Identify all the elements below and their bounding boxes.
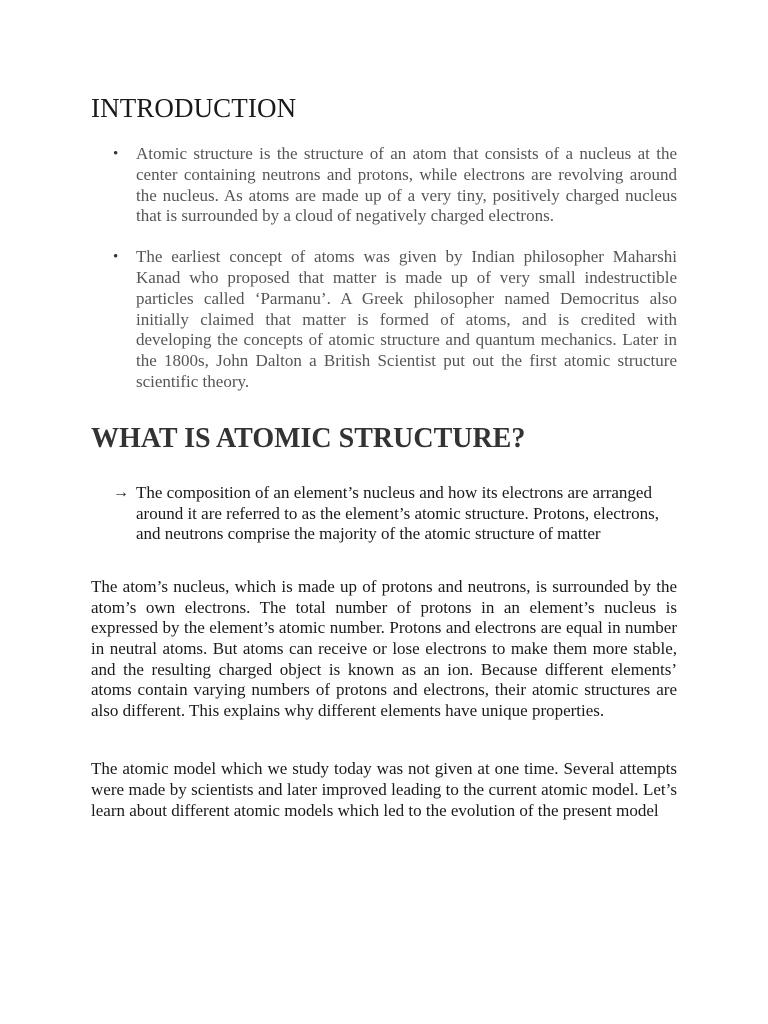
body-paragraph: The atom’s nucleus, which is made up of protons and neutrons, is surrounded by the atom’s own electrons. The total number of protons in an element’s nucleus is expressed by the element’s atomic number. Protons and electrons are equal in number in neutral atoms. But atoms can receive or lose electrons to make them more stable, and the resulting charged object is known as an ion. Because different elements’ atoms contain varying numbers of protons and electrons, their atomic structures are also different. This explains why different elements have unique properties.	[91, 577, 677, 720]
arrow-point	[91, 483, 677, 545]
right-arrow-icon: →	[113, 483, 129, 501]
arrow-point-text: The composition of an element’s nucleus and how its electrons are arranged around it are referred to as the element’s atomic structure. Protons, electrons, and neutrons comprise the majority of the atomic structure of matter	[136, 482, 660, 544]
bullet-dot-icon: •	[113, 249, 119, 266]
bullet-item	[91, 247, 677, 393]
bullet-text: The earliest concept of atoms was given by Indian philosopher Maharshi Kanad who proposed that matter is made up of very small indestructible particles called ‘Parmanu’. A Greek philosopher named Democritus also initially claimed that matter is formed of atoms, and is credited with developing the concepts of atomic structure and quantum mechanics. Later in the 1800s, John Dalton a British Scientist put out the first atomic structure scientific theory.	[136, 247, 677, 391]
bullet-dot-icon: •	[113, 146, 119, 162]
introduction-bullet-list	[91, 144, 677, 393]
body-paragraph: The atomic model which we study today was not given at one time. Several attempts were made by scientists and later improved leading to the current atomic model. Let’s learn about different atomic models which led to the evolution of the present model	[91, 759, 677, 820]
atomic-structure-heading: WHAT IS ATOMIC STRUCTURE?	[91, 422, 526, 454]
bullet-text: Atomic structure is the structure of an atom that consists of a nucleus at the center containing neutrons and protons, while electrons are revolving around the nucleus. As atoms are made up of a very tiny, positively charged nucleus that is surrounded by a cloud of negatively charged electrons.	[136, 144, 677, 226]
bullet-item	[91, 144, 677, 227]
introduction-heading: INTRODUCTION	[91, 93, 297, 123]
